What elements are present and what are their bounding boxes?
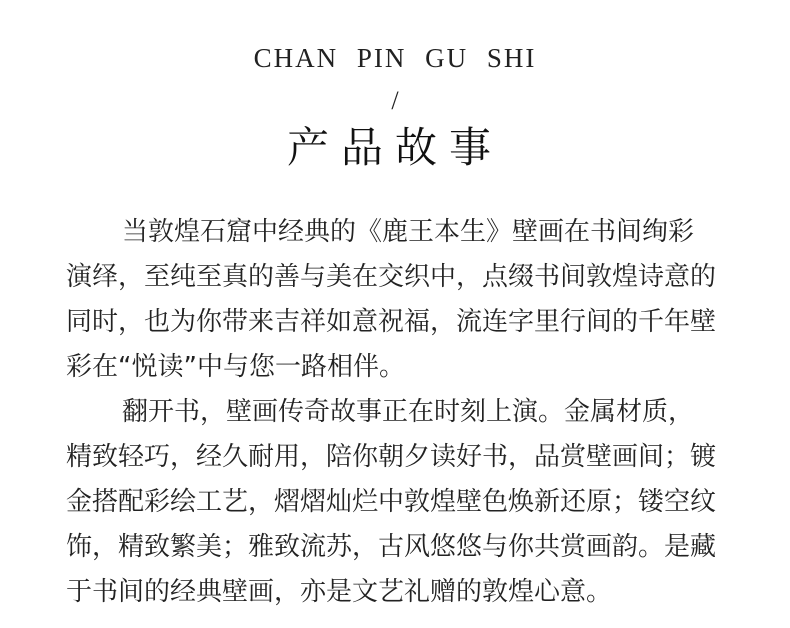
paragraph-line: 演绎，至纯至真的善与美在交织中，点缀书间敦煌诗意的 — [66, 262, 717, 292]
paragraph-line: 精致轻巧，经久耐用，陪你朝夕读好书，品赏壁画间；镀 — [66, 442, 717, 472]
paragraph-line: 彩在“悦读”中与您一路相伴。 — [66, 352, 405, 382]
paragraph-line: 饰，精致繁美；雅致流苏，古风悠悠与你共赏画韵。是藏 — [66, 532, 717, 562]
section-separator: / — [391, 86, 399, 115]
story-paragraph-2 — [66, 390, 726, 615]
story-body — [66, 210, 726, 615]
paragraph-line: 金搭配彩绘工艺，熠熠灿烂中敦煌壁色焕新还原；镂空纹 — [66, 487, 717, 517]
paragraph-line: 于书间的经典壁画，亦是文艺礼赠的敦煌心意。 — [66, 577, 613, 607]
paragraph-line: 同时，也为你带来吉祥如意祝福，流连字里行间的千年壁 — [66, 307, 717, 337]
section-title: 产品故事 — [286, 123, 503, 172]
section-eyebrow: CHAN PIN GU SHI — [253, 43, 537, 73]
paragraph-line: 当敦煌石窟中经典的《鹿王本生》壁画在书间绚彩 — [122, 217, 695, 247]
paragraph-line: 翻开书，壁画传奇故事正在时刻上演。金属材质， — [122, 397, 695, 427]
story-paragraph-1 — [66, 210, 726, 390]
